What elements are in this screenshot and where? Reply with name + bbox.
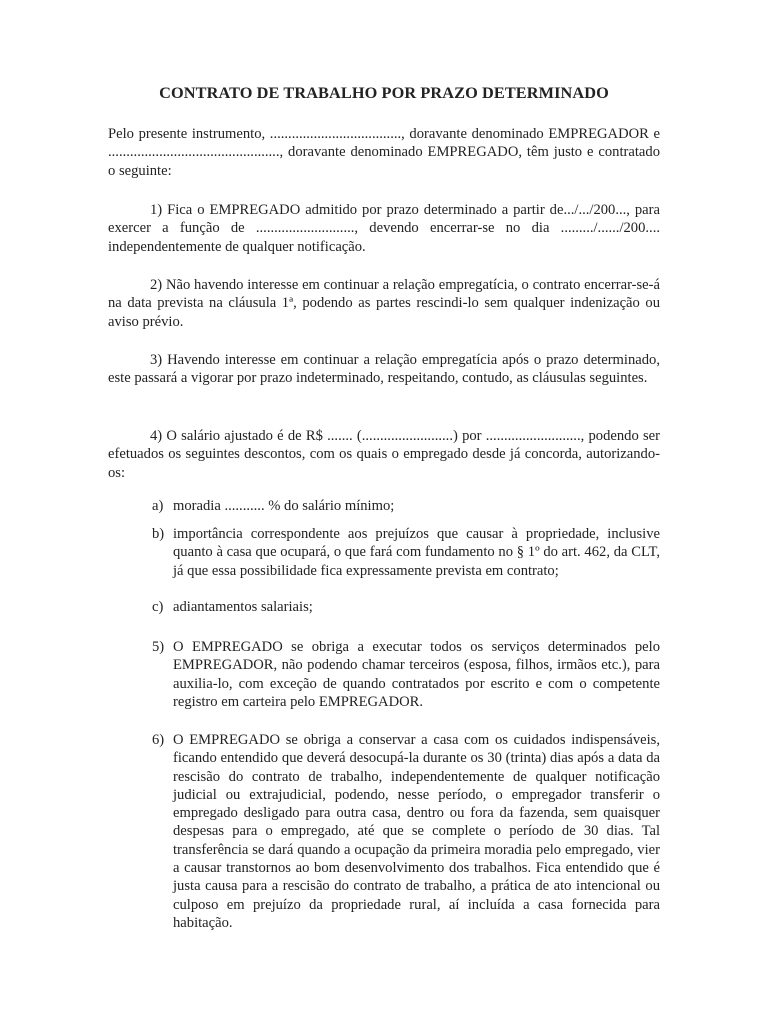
list-item-text: importância correspondente aos prejuízos que causar à propriedade, inclusive quanto à casa que ocupará, o que fará com fundamento no § 1º do art. 462, da CLT, já que essa possibilidade fica expressamente prevista em contrato; — [173, 526, 660, 579]
list-item — [152, 525, 660, 580]
list-item-marker: a) — [152, 498, 164, 514]
list-item-text: adiantamentos salariais; — [173, 599, 313, 615]
list-item-marker: b) — [152, 526, 165, 542]
clause-2-text: Não havendo interesse em continuar a relação empregatícia, o contrato encerrar-se-á na data prevista na cláusula 1ª, podendo as partes rescindi-lo sem qualquer indenização ou aviso prévio. — [108, 277, 660, 330]
clause-1 — [108, 201, 660, 256]
clause-5-text: O EMPREGADO se obriga a executar todos os serviços determinados pelo EMPREGADOR, não podendo chamar terceiros (esposa, filhos, irmãos etc.), para auxilia-lo, com exceção de quando contratados por escrito e com o competente registro em carteira pelo EMPREGADOR. — [173, 639, 660, 710]
intro-paragraph: Pelo presente instrumento, ...................................., doravante denominado EMPREGADOR e ..............................................., doravante denominado EMPREGADO, têm justo e contratado o seguinte: — [108, 126, 660, 179]
clause-3 — [108, 351, 660, 388]
clause-6-text: O EMPREGADO se obriga a conservar a casa com os cuidados indispensáveis, ficando entendido que deverá desocupá-la durante os 30 (trinta) dias após a data da rescisão do contrato de trabalho, independentemente de qualquer notificação judicial ou extrajudicial, podendo, nesse período, o empregador transferir o empregado desligado para outra casa, dentro ou fora da fazenda, sem quaisquer despesas para o empregado, até que se complete o período de 30 dias. Tal transferência se dará quando a ocupação da primeira moradia pelo empregado, vier a causar transtornos ao bom desenvolvimento dos trabalhos. Fica entendido que é justa causa para a rescisão do contrato de trabalho, a prática de ato intencional ou culposo em prejuízo da propriedade rural, aí incluída a casa fornecida para habitação. — [173, 732, 660, 931]
list-item — [152, 497, 660, 515]
document-title: CONTRATO DE TRABALHO POR PRAZO DETERMINADO — [159, 83, 609, 102]
clause-2 — [108, 276, 660, 331]
clause-3-text: Havendo interesse em continuar a relação empregatícia após o prazo determinado, este passará a vigorar por prazo indeterminado, respeitando, contudo, as cláusulas seguintes. — [108, 352, 660, 387]
clause-4 — [108, 427, 660, 482]
clause-1-text: Fica o EMPREGADO admitido por prazo determinado a partir de.../.../200..., para exercer a função de ..........................., devendo encerrar-se no dia ........./....../200.... independentemente de qualquer notificação. — [108, 202, 660, 255]
list-item-marker: c) — [152, 599, 164, 615]
clause-4-marker: 4) — [150, 428, 163, 444]
clause-1-marker: 1) — [150, 202, 163, 218]
clause-5-marker: 5) — [152, 639, 165, 655]
clause-5 — [152, 638, 660, 711]
list-item-text: moradia ........... % do salário mínimo; — [173, 498, 395, 514]
clause-6-marker: 6) — [152, 732, 165, 748]
clause-4-text: O salário ajustado é de R$ ....... (.........................) por .........................., podendo ser efetuados os seguintes descontos, com os quais o empregado desde já concorda, autorizando-os: — [108, 428, 660, 481]
clause-3-marker: 3) — [150, 352, 163, 368]
list-item — [152, 598, 660, 616]
clause-6 — [152, 731, 660, 932]
clause-2-marker: 2) — [150, 277, 163, 293]
